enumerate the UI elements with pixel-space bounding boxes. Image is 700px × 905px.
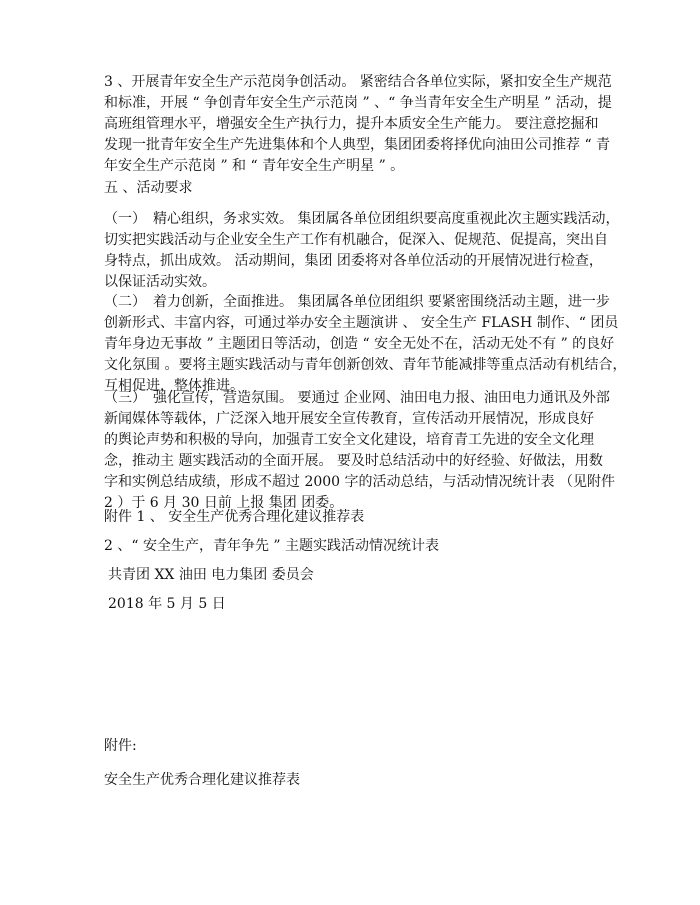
text-line: 新闻媒体等载体，广泛深入地开展安全宣传教育，宣传活动开展情况，形成良好 <box>104 411 594 427</box>
text-line: 青年身边无事故 ” 主题团日等活动，创造 “ 安全无处不在，活动无处不有 ” 的良好 <box>104 336 615 352</box>
text-line: 3 、开展青年安全生产示范岗争创活动。 紧密结合各单位实际，紧扣安全生产规范 <box>104 74 612 90</box>
section-5-heading: 五 、活动要求 <box>104 180 193 196</box>
text-line: 身特点，抓出成效。 活动期间，集团 团委将对各单位活动的开展情况进行检查， <box>104 253 603 269</box>
appendix-title: 安全生产优秀合理化建议推荐表 <box>104 772 300 788</box>
requirement-item-1 <box>104 209 620 293</box>
text-line: 互相促进，整体推进。 <box>104 378 244 394</box>
text-line: 创新形式、丰富内容，可通过举办安全主题演讲 、 安全生产 FLASH 制作、“ 团员 <box>104 315 619 331</box>
text-line: 2 ）于 6 月 30 日前 上报 集团 团委。 <box>104 495 344 511</box>
signature-organization: 共青团 XX 油田 电力集团 委员会 <box>108 567 314 583</box>
text-line: 和标准，开展 “ 争创青年安全生产示范岗 ” 、“ 争当青年安全生产明星 ” 活动，提 <box>104 95 612 111</box>
text-line: 发现一批青年安全生产先进集体和个人典型，集团团委将择优向油田公司推荐 “ 青 <box>104 137 611 153</box>
text-line: 以保证活动实效。 <box>104 274 216 290</box>
text-line: 切实把实践活动与企业安全生产工作有机融合，促深入、促规范、促提高，突出自 <box>104 232 608 248</box>
attachment-2-line: 2 、“ 安全生产，青年争先 ” 主题实践活动情况统计表 <box>104 538 440 554</box>
text-line: （三） 强化宣传，营造氛围。 要通过 企业网、油田电力报、油田电力通讯及外部 <box>104 390 610 406</box>
appendix-label: 附件: <box>104 738 137 754</box>
section-3-paragraph <box>104 72 612 177</box>
text-line: 字和实例总结成绩，形成不超过 2000 字的活动总结，与活动情况统计表 （见附件 <box>104 474 615 490</box>
text-line: 年安全生产示范岗 ” 和 “ 青年安全生产明星 ” 。 <box>104 158 405 174</box>
text-line: 念，推动主 题实践活动的全面开展。 要及时总结活动中的好经验、好做法，用数 <box>104 453 603 469</box>
signature-date: 2018 年 5 月 5 日 <box>108 596 226 612</box>
text-line: （二） 着力创新，全面推进。 集团属各单位团组织 要紧密围绕活动主题，进一步 <box>104 294 610 310</box>
text-line: 文化氛围 。要将主题实践活动与青年创新创效、青年节能减排等重点活动有机结合， <box>104 357 627 373</box>
requirement-item-3 <box>104 388 615 514</box>
attachment-1-line: 附件 1 、 安全生产优秀合理化建议推荐表 <box>104 509 365 525</box>
text-line: 的舆论声势和积极的导向，加强青工安全文化建设，培育青工先进的安全文化理 <box>104 432 594 448</box>
text-line: （一） 精心组织，务求实效。 集团属各单位团组织要高度重视此次主题实践活动， <box>104 211 620 227</box>
text-line: 高班组管理水平，增强安全生产执行力，提升本质安全生产能力。 要注意挖掘和 <box>104 116 599 132</box>
requirement-item-2 <box>104 292 627 397</box>
